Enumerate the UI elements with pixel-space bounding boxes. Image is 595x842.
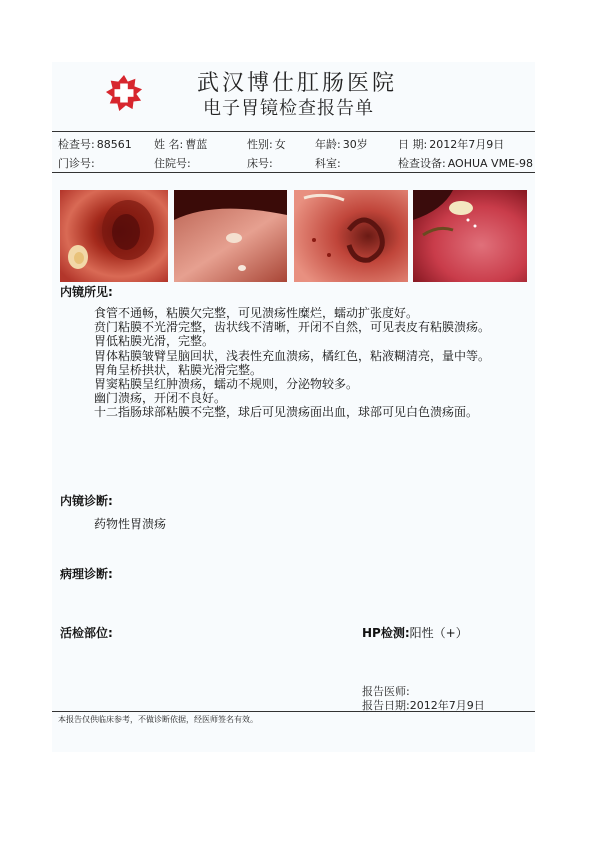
findings-label: 内镜所见:	[60, 285, 113, 299]
report-date-label: 报告日期:	[362, 699, 410, 712]
biopsy-label: 活检部位:	[60, 626, 113, 640]
finding-line: 食管不通畅，粘膜欠完整，可见溃疡性糜烂，蠕动扩张度好。	[94, 306, 419, 320]
finding-line: 贲门粘膜不光滑完整，齿状线不清晰，开闭不自然，可见表皮有粘膜溃疡。	[94, 320, 491, 335]
endoscopy-photo-2	[174, 190, 287, 282]
exam-number-label: 检查号:	[58, 138, 95, 151]
sex-value: 女	[274, 138, 286, 151]
hp-test-value: 阳性（+）	[409, 626, 468, 640]
finding-line: 胃角呈桥拱状，粘膜光滑完整。	[94, 362, 263, 377]
report-title: 电子胃镜检查报告单	[203, 98, 374, 119]
bed-label: 床号:	[247, 157, 273, 170]
disclaimer-footnote: 本报告仅供临床参考，不做诊断依据，经医师签名有效。	[58, 715, 258, 724]
exam-number-value: 88561	[96, 138, 132, 151]
exam-date	[398, 136, 504, 152]
department-label: 科室:	[315, 157, 341, 170]
date-label: 日 期:	[398, 138, 428, 151]
exam-device	[398, 155, 533, 171]
date-value: 2012年7月9日	[429, 138, 505, 151]
hp-test	[362, 624, 468, 641]
report-date-value: 2012年7月9日	[409, 699, 485, 712]
patient-name-value: 曹蓝	[185, 138, 208, 151]
department	[315, 155, 341, 171]
finding-line: 胃低粘膜光滑，完整。	[94, 334, 215, 349]
device-label: 检查设备:	[398, 157, 446, 170]
hp-test-label: HP检测:	[362, 626, 410, 640]
patient-name-label: 姓 名:	[154, 138, 184, 151]
footer-divider	[52, 711, 535, 712]
exam-number	[58, 136, 132, 152]
inpatient-number	[154, 155, 191, 171]
device-value: AOHUA VME-98	[447, 157, 533, 170]
endoscopy-photo-3	[294, 190, 408, 282]
age-value: 30岁	[342, 138, 368, 151]
finding-line: 幽门溃疡，开闭不良好。	[94, 391, 227, 406]
patient-sex	[247, 136, 286, 152]
bed-number	[247, 155, 273, 171]
patient-age	[315, 136, 368, 152]
endoscopy-photo-4	[413, 190, 527, 282]
report-sheet	[52, 62, 535, 752]
finding-line: 胃窦粘膜呈红肿溃疡，蠕动不规则，分泌物较多。	[94, 377, 359, 392]
diagnosis-label: 内镜诊断:	[60, 494, 113, 508]
hospital-name: 武汉博仕肛肠医院	[197, 71, 398, 96]
patient-name	[154, 136, 207, 152]
inpatient-label: 住院号:	[154, 157, 191, 170]
findings-text	[94, 306, 534, 420]
diagnosis-text: 药物性胃溃疡	[94, 517, 167, 531]
outpatient-number	[58, 155, 95, 171]
hospital-red-cross-logo	[105, 74, 143, 112]
report-header	[52, 62, 535, 132]
report-doctor-label: 报告医师:	[362, 685, 410, 698]
finding-line: 胃体粘膜皱臂呈脑回状，浅表性充血溃疡，橘红色，粘液糊清亮，量中等。	[94, 348, 491, 363]
age-label: 年龄:	[315, 138, 341, 151]
header-divider	[52, 131, 535, 132]
info-divider	[52, 172, 535, 173]
outpatient-label: 门诊号:	[58, 157, 95, 170]
finding-line: 十二指肠球部粘膜不完整，球后可见溃疡面出血，球部可见白色溃疡面。	[94, 405, 479, 420]
endoscopy-photo-1	[60, 190, 168, 282]
sex-label: 性别:	[247, 138, 273, 151]
pathology-label: 病理诊断:	[60, 567, 113, 581]
